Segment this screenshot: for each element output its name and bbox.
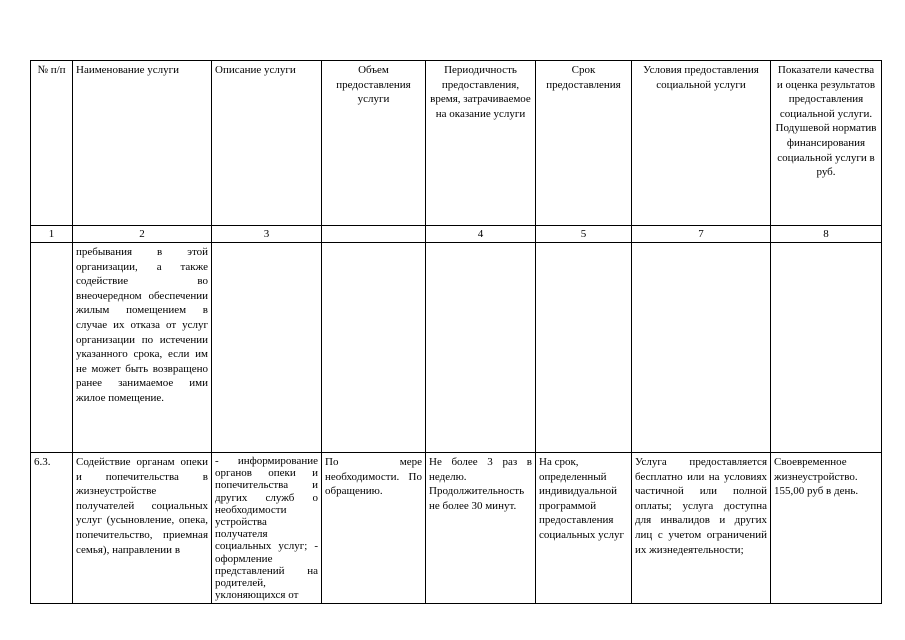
table-header-row — [31, 61, 882, 226]
column-number — [322, 226, 426, 243]
column-numbers-row — [31, 226, 882, 243]
column-number: 5 — [536, 226, 632, 243]
cell-periodicity — [426, 243, 536, 453]
column-number: 4 — [426, 226, 536, 243]
cell-term — [536, 243, 632, 453]
header-term: Срок предоставления — [536, 61, 632, 226]
cell-description — [212, 243, 322, 453]
header-conditions: Условия предоставления социальной услуги — [632, 61, 771, 226]
header-volume: Объем предоставления услуги — [322, 61, 426, 226]
column-number: 8 — [771, 226, 882, 243]
cell-term: На срок, определенный индивидуальной программой предоставления социальных услуг — [536, 453, 632, 604]
cell-description: - информирование органов опеки и попечительства и других служб о необходимости устройства получателя социальных услуг; - оформление представлений на родителей, уклоняющихся от — [212, 453, 322, 604]
cell-volume: По мере необходимости. По обращению. — [322, 453, 426, 604]
cell-service-name: Содействие органам опеки и попечительства в жизнеустройстве получателей социальных услуг (усыновление, опека, попечительство, приемная семья), направлении в — [73, 453, 212, 604]
services-table — [30, 60, 882, 604]
column-number: 2 — [73, 226, 212, 243]
cell-conditions: Услуга предоставляется бесплатно или на условиях частичной или полной оплаты; услуга доступна для инвалидов и других лиц с учетом ограничений их жизнедеятельности; — [632, 453, 771, 604]
cell-periodicity: Не более 3 раз в неделю. Продолжительность не более 30 минут. — [426, 453, 536, 604]
cell-volume — [322, 243, 426, 453]
cell-service-name: пребывания в этой организации, а также содействие во внеочередном обеспечении жилым помещением в случае их отказа от услуг организации по истечении указанного срока, если им не может быть возвращено ранее занимаемое ими жилое помещение. — [73, 243, 212, 453]
cell-quality — [771, 243, 882, 453]
header-service-description: Описание услуги — [212, 61, 322, 226]
cell-number: 6.3. — [31, 453, 73, 604]
cell-quality: Своевременное жизнеустройство. 155,00 руб в день. — [771, 453, 882, 604]
column-number: 3 — [212, 226, 322, 243]
column-number: 7 — [632, 226, 771, 243]
table-row-continuation — [31, 243, 882, 453]
table-row-6-3 — [31, 453, 882, 604]
column-number: 1 — [31, 226, 73, 243]
header-service-name: Наименование услуги — [73, 61, 212, 226]
cell-conditions — [632, 243, 771, 453]
header-number: № п/п — [31, 61, 73, 226]
header-quality: Показатели качества и оценка результатов предоставления социальной услуги. Подушевой норматив финансирования социальной услуги в руб. — [771, 61, 882, 226]
header-periodicity: Периодичность предоставления, время, затрачиваемое на оказание услуги — [426, 61, 536, 226]
cell-number — [31, 243, 73, 453]
